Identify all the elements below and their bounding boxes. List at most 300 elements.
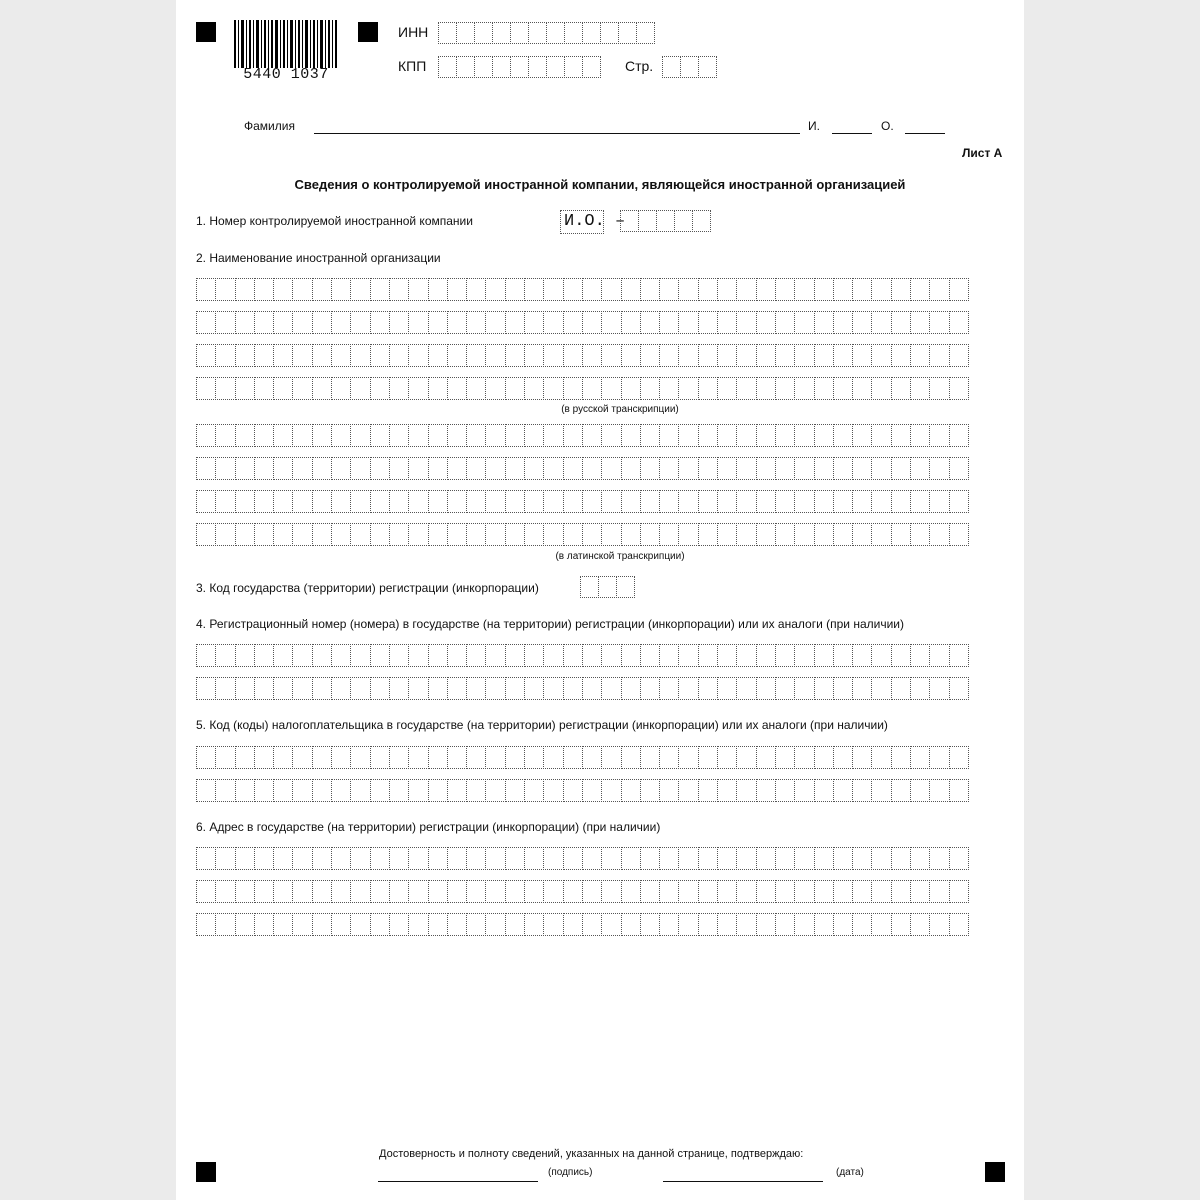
input-cell[interactable] bbox=[215, 377, 235, 400]
input-cell[interactable] bbox=[616, 576, 635, 598]
input-cell[interactable] bbox=[775, 278, 795, 301]
input-cell[interactable] bbox=[929, 779, 949, 802]
input-cell[interactable] bbox=[389, 677, 409, 700]
input-cell[interactable] bbox=[273, 779, 293, 802]
input-cell[interactable] bbox=[370, 644, 390, 667]
input-cell[interactable] bbox=[871, 913, 891, 936]
input-cell[interactable] bbox=[833, 311, 853, 334]
input-cell[interactable] bbox=[447, 644, 467, 667]
input-cell[interactable] bbox=[775, 311, 795, 334]
input-cell[interactable] bbox=[910, 677, 930, 700]
input-cell[interactable] bbox=[618, 22, 637, 44]
input-cell[interactable] bbox=[736, 913, 756, 936]
input-cell[interactable] bbox=[698, 677, 718, 700]
input-cell[interactable] bbox=[891, 880, 911, 903]
input-cell[interactable] bbox=[543, 278, 563, 301]
input-cell[interactable] bbox=[292, 377, 312, 400]
input-cell[interactable] bbox=[640, 677, 660, 700]
input-cell[interactable] bbox=[852, 847, 872, 870]
input-cell[interactable] bbox=[235, 311, 255, 334]
input-cell[interactable] bbox=[756, 457, 776, 480]
input-cell[interactable] bbox=[717, 644, 737, 667]
input-cell[interactable] bbox=[428, 311, 448, 334]
input-cell[interactable] bbox=[678, 880, 698, 903]
input-cell[interactable] bbox=[505, 344, 525, 367]
input-cell[interactable] bbox=[292, 746, 312, 769]
input-cell[interactable] bbox=[833, 746, 853, 769]
input-cell[interactable] bbox=[428, 344, 448, 367]
input-cell[interactable] bbox=[620, 210, 639, 232]
input-cell[interactable] bbox=[485, 278, 505, 301]
date-line[interactable] bbox=[663, 1181, 823, 1182]
input-cell[interactable] bbox=[505, 677, 525, 700]
input-cell[interactable] bbox=[871, 523, 891, 546]
input-cell[interactable] bbox=[543, 311, 563, 334]
input-cell[interactable] bbox=[601, 377, 621, 400]
input-cell[interactable] bbox=[949, 278, 969, 301]
input-cell[interactable] bbox=[331, 523, 351, 546]
input-cell[interactable] bbox=[736, 311, 756, 334]
input-cell[interactable] bbox=[621, 344, 641, 367]
input-cell[interactable] bbox=[582, 490, 602, 513]
input-cell[interactable] bbox=[640, 746, 660, 769]
input-cell[interactable] bbox=[485, 457, 505, 480]
input-cell[interactable] bbox=[466, 344, 486, 367]
input-cell[interactable] bbox=[564, 22, 583, 44]
input-cell[interactable] bbox=[563, 644, 583, 667]
input-cell[interactable] bbox=[929, 278, 949, 301]
input-cell[interactable] bbox=[736, 344, 756, 367]
input-cell[interactable] bbox=[638, 210, 657, 232]
input-cell[interactable] bbox=[659, 523, 679, 546]
input-cell[interactable] bbox=[331, 847, 351, 870]
input-cell[interactable] bbox=[601, 424, 621, 447]
input-cell[interactable] bbox=[949, 457, 969, 480]
input-cell[interactable] bbox=[389, 913, 409, 936]
input-cell[interactable] bbox=[254, 457, 274, 480]
input-cell[interactable] bbox=[254, 913, 274, 936]
input-cell[interactable] bbox=[698, 913, 718, 936]
input-cell[interactable] bbox=[196, 311, 216, 334]
input-cell[interactable] bbox=[640, 644, 660, 667]
input-cell[interactable] bbox=[698, 278, 718, 301]
input-cell[interactable] bbox=[524, 644, 544, 667]
input-cell[interactable] bbox=[852, 377, 872, 400]
input-cell[interactable] bbox=[524, 779, 544, 802]
input-cell[interactable] bbox=[756, 847, 776, 870]
input-cell[interactable] bbox=[370, 311, 390, 334]
input-cell[interactable] bbox=[736, 746, 756, 769]
input-cell[interactable] bbox=[756, 779, 776, 802]
input-cell[interactable] bbox=[659, 746, 679, 769]
input-cell[interactable] bbox=[910, 746, 930, 769]
input-cell[interactable] bbox=[292, 424, 312, 447]
input-cell[interactable] bbox=[447, 746, 467, 769]
input-cell[interactable] bbox=[370, 344, 390, 367]
input-cell[interactable] bbox=[196, 913, 216, 936]
input-cell[interactable] bbox=[717, 880, 737, 903]
input-cell[interactable] bbox=[640, 847, 660, 870]
input-cell[interactable] bbox=[196, 677, 216, 700]
input-cell[interactable] bbox=[678, 490, 698, 513]
input-cell[interactable] bbox=[485, 424, 505, 447]
input-cell[interactable] bbox=[833, 913, 853, 936]
input-cell[interactable] bbox=[891, 344, 911, 367]
input-cell[interactable] bbox=[254, 490, 274, 513]
input-cell[interactable] bbox=[640, 424, 660, 447]
page-number-cells[interactable] bbox=[662, 56, 716, 78]
input-cell[interactable] bbox=[871, 677, 891, 700]
input-cell[interactable] bbox=[794, 677, 814, 700]
input-cell[interactable] bbox=[485, 523, 505, 546]
input-cell[interactable] bbox=[891, 424, 911, 447]
input-cell[interactable] bbox=[389, 644, 409, 667]
input-cell[interactable] bbox=[543, 424, 563, 447]
input-cell[interactable] bbox=[756, 490, 776, 513]
input-cell[interactable] bbox=[833, 523, 853, 546]
input-cell[interactable] bbox=[621, 311, 641, 334]
input-cell[interactable] bbox=[563, 311, 583, 334]
input-cell[interactable] bbox=[428, 490, 448, 513]
field-5-row-1[interactable] bbox=[196, 746, 968, 769]
input-cell[interactable] bbox=[273, 644, 293, 667]
input-cell[interactable] bbox=[331, 913, 351, 936]
input-cell[interactable] bbox=[273, 913, 293, 936]
input-cell[interactable] bbox=[910, 523, 930, 546]
input-cell[interactable] bbox=[949, 424, 969, 447]
input-cell[interactable] bbox=[408, 746, 428, 769]
input-cell[interactable] bbox=[485, 344, 505, 367]
input-cell[interactable] bbox=[524, 490, 544, 513]
input-cell[interactable] bbox=[680, 56, 699, 78]
input-cell[interactable] bbox=[466, 457, 486, 480]
input-cell[interactable] bbox=[698, 523, 718, 546]
input-cell[interactable] bbox=[254, 278, 274, 301]
input-cell[interactable] bbox=[563, 523, 583, 546]
input-cell[interactable] bbox=[949, 344, 969, 367]
input-cell[interactable] bbox=[601, 880, 621, 903]
input-cell[interactable] bbox=[678, 913, 698, 936]
input-cell[interactable] bbox=[600, 22, 619, 44]
input-cell[interactable] bbox=[331, 457, 351, 480]
input-cell[interactable] bbox=[408, 344, 428, 367]
input-cell[interactable] bbox=[510, 56, 529, 78]
input-cell[interactable] bbox=[273, 880, 293, 903]
input-cell[interactable] bbox=[698, 424, 718, 447]
input-cell[interactable] bbox=[350, 644, 370, 667]
input-cell[interactable] bbox=[370, 523, 390, 546]
field-4-row-2[interactable] bbox=[196, 677, 968, 700]
input-cell[interactable] bbox=[505, 490, 525, 513]
input-cell[interactable] bbox=[775, 490, 795, 513]
input-cell[interactable] bbox=[601, 344, 621, 367]
input-cell[interactable] bbox=[814, 847, 834, 870]
input-cell[interactable] bbox=[389, 523, 409, 546]
input-cell[interactable] bbox=[196, 424, 216, 447]
input-cell[interactable] bbox=[408, 644, 428, 667]
input-cell[interactable] bbox=[756, 644, 776, 667]
input-cell[interactable] bbox=[447, 457, 467, 480]
input-cell[interactable] bbox=[910, 377, 930, 400]
input-cell[interactable] bbox=[408, 377, 428, 400]
input-cell[interactable] bbox=[447, 913, 467, 936]
input-cell[interactable] bbox=[447, 490, 467, 513]
input-cell[interactable] bbox=[408, 779, 428, 802]
input-cell[interactable] bbox=[910, 457, 930, 480]
input-cell[interactable] bbox=[428, 847, 448, 870]
kpp-cells[interactable] bbox=[438, 56, 600, 78]
input-cell[interactable] bbox=[929, 644, 949, 667]
input-cell[interactable] bbox=[659, 377, 679, 400]
input-cell[interactable] bbox=[621, 278, 641, 301]
input-cell[interactable] bbox=[910, 311, 930, 334]
input-cell[interactable] bbox=[447, 677, 467, 700]
input-cell[interactable] bbox=[528, 56, 547, 78]
input-cell[interactable] bbox=[563, 424, 583, 447]
input-cell[interactable] bbox=[456, 22, 475, 44]
input-cell[interactable] bbox=[621, 457, 641, 480]
input-cell[interactable] bbox=[524, 424, 544, 447]
input-cell[interactable] bbox=[466, 746, 486, 769]
input-cell[interactable] bbox=[215, 424, 235, 447]
input-cell[interactable] bbox=[466, 278, 486, 301]
input-cell[interactable] bbox=[543, 779, 563, 802]
input-cell[interactable] bbox=[408, 523, 428, 546]
input-cell[interactable] bbox=[717, 746, 737, 769]
input-cell[interactable] bbox=[640, 779, 660, 802]
input-cell[interactable] bbox=[891, 457, 911, 480]
input-cell[interactable] bbox=[891, 644, 911, 667]
input-cell[interactable] bbox=[871, 746, 891, 769]
input-cell[interactable] bbox=[331, 880, 351, 903]
input-cell[interactable] bbox=[698, 344, 718, 367]
input-cell[interactable] bbox=[510, 22, 529, 44]
input-cell[interactable] bbox=[871, 377, 891, 400]
input-cell[interactable] bbox=[235, 880, 255, 903]
input-cell[interactable] bbox=[582, 644, 602, 667]
input-cell[interactable] bbox=[370, 377, 390, 400]
input-cell[interactable] bbox=[929, 424, 949, 447]
input-cell[interactable] bbox=[736, 677, 756, 700]
input-cell[interactable] bbox=[273, 490, 293, 513]
input-cell[interactable] bbox=[408, 424, 428, 447]
input-cell[interactable] bbox=[794, 457, 814, 480]
input-cell[interactable] bbox=[350, 344, 370, 367]
input-cell[interactable] bbox=[370, 457, 390, 480]
input-cell[interactable] bbox=[640, 523, 660, 546]
input-cell[interactable] bbox=[505, 746, 525, 769]
input-cell[interactable] bbox=[678, 344, 698, 367]
field-2-lat-row-2[interactable] bbox=[196, 457, 968, 480]
input-cell[interactable] bbox=[428, 677, 448, 700]
input-cell[interactable] bbox=[474, 56, 493, 78]
input-cell[interactable] bbox=[698, 457, 718, 480]
input-cell[interactable] bbox=[215, 644, 235, 667]
input-cell[interactable] bbox=[389, 278, 409, 301]
input-cell[interactable] bbox=[871, 847, 891, 870]
input-cell[interactable] bbox=[814, 746, 834, 769]
input-cell[interactable] bbox=[408, 880, 428, 903]
input-cell[interactable] bbox=[447, 377, 467, 400]
input-cell[interactable] bbox=[949, 490, 969, 513]
input-cell[interactable] bbox=[601, 311, 621, 334]
input-cell[interactable] bbox=[659, 424, 679, 447]
input-cell[interactable] bbox=[852, 677, 872, 700]
input-cell[interactable] bbox=[389, 344, 409, 367]
input-cell[interactable] bbox=[312, 746, 332, 769]
input-cell[interactable] bbox=[543, 847, 563, 870]
input-cell[interactable] bbox=[794, 746, 814, 769]
input-cell[interactable] bbox=[929, 490, 949, 513]
input-cell[interactable] bbox=[331, 278, 351, 301]
input-cell[interactable] bbox=[196, 377, 216, 400]
input-cell[interactable] bbox=[312, 644, 332, 667]
input-cell[interactable] bbox=[891, 847, 911, 870]
input-cell[interactable] bbox=[505, 644, 525, 667]
input-cell[interactable] bbox=[254, 424, 274, 447]
input-cell[interactable] bbox=[543, 644, 563, 667]
input-cell[interactable] bbox=[929, 311, 949, 334]
field-4-row-1[interactable] bbox=[196, 644, 968, 667]
input-cell[interactable] bbox=[598, 576, 617, 598]
input-cell[interactable] bbox=[736, 847, 756, 870]
input-cell[interactable] bbox=[215, 880, 235, 903]
input-cell[interactable] bbox=[273, 523, 293, 546]
input-cell[interactable] bbox=[852, 880, 872, 903]
input-cell[interactable] bbox=[505, 779, 525, 802]
input-cell[interactable] bbox=[389, 424, 409, 447]
input-cell[interactable] bbox=[524, 746, 544, 769]
input-cell[interactable] bbox=[949, 847, 969, 870]
input-cell[interactable] bbox=[601, 779, 621, 802]
input-cell[interactable] bbox=[582, 377, 602, 400]
input-cell[interactable] bbox=[505, 523, 525, 546]
input-cell[interactable] bbox=[370, 490, 390, 513]
input-cell[interactable] bbox=[698, 377, 718, 400]
input-cell[interactable] bbox=[814, 913, 834, 936]
input-cell[interactable] bbox=[215, 847, 235, 870]
input-cell[interactable] bbox=[582, 56, 601, 78]
input-cell[interactable] bbox=[833, 424, 853, 447]
input-cell[interactable] bbox=[235, 457, 255, 480]
input-cell[interactable] bbox=[949, 644, 969, 667]
input-cell[interactable] bbox=[717, 457, 737, 480]
input-cell[interactable] bbox=[582, 779, 602, 802]
input-cell[interactable] bbox=[756, 880, 776, 903]
input-cell[interactable] bbox=[215, 746, 235, 769]
input-cell[interactable] bbox=[582, 424, 602, 447]
input-cell[interactable] bbox=[485, 644, 505, 667]
input-cell[interactable] bbox=[833, 644, 853, 667]
input-cell[interactable] bbox=[389, 880, 409, 903]
input-cell[interactable] bbox=[814, 490, 834, 513]
input-cell[interactable] bbox=[833, 847, 853, 870]
input-cell[interactable] bbox=[929, 847, 949, 870]
input-cell[interactable] bbox=[736, 779, 756, 802]
input-cell[interactable] bbox=[543, 490, 563, 513]
input-cell[interactable] bbox=[215, 523, 235, 546]
input-cell[interactable] bbox=[389, 490, 409, 513]
input-cell[interactable] bbox=[698, 746, 718, 769]
input-cell[interactable] bbox=[331, 377, 351, 400]
input-cell[interactable] bbox=[563, 377, 583, 400]
input-cell[interactable] bbox=[505, 311, 525, 334]
input-cell[interactable] bbox=[485, 490, 505, 513]
input-cell[interactable] bbox=[563, 278, 583, 301]
input-cell[interactable] bbox=[678, 779, 698, 802]
input-cell[interactable] bbox=[331, 490, 351, 513]
input-cell[interactable] bbox=[408, 490, 428, 513]
input-cell[interactable] bbox=[235, 424, 255, 447]
input-cell[interactable] bbox=[563, 880, 583, 903]
input-cell[interactable] bbox=[621, 880, 641, 903]
input-cell[interactable] bbox=[254, 677, 274, 700]
input-cell[interactable] bbox=[312, 847, 332, 870]
input-cell[interactable] bbox=[273, 344, 293, 367]
input-cell[interactable] bbox=[474, 22, 493, 44]
input-cell[interactable] bbox=[254, 880, 274, 903]
input-cell[interactable] bbox=[273, 278, 293, 301]
input-cell[interactable] bbox=[871, 311, 891, 334]
input-cell[interactable] bbox=[543, 377, 563, 400]
input-cell[interactable] bbox=[871, 880, 891, 903]
input-cell[interactable] bbox=[698, 490, 718, 513]
input-cell[interactable] bbox=[428, 779, 448, 802]
input-cell[interactable] bbox=[756, 278, 776, 301]
input-cell[interactable] bbox=[871, 278, 891, 301]
input-cell[interactable] bbox=[601, 677, 621, 700]
input-cell[interactable] bbox=[640, 344, 660, 367]
input-cell[interactable] bbox=[543, 913, 563, 936]
input-cell[interactable] bbox=[292, 311, 312, 334]
input-cell[interactable] bbox=[485, 913, 505, 936]
input-cell[interactable] bbox=[814, 311, 834, 334]
input-cell[interactable] bbox=[678, 424, 698, 447]
input-cell[interactable] bbox=[736, 424, 756, 447]
input-cell[interactable] bbox=[447, 779, 467, 802]
input-cell[interactable] bbox=[312, 344, 332, 367]
input-cell[interactable] bbox=[621, 779, 641, 802]
input-cell[interactable] bbox=[852, 913, 872, 936]
input-cell[interactable] bbox=[794, 490, 814, 513]
input-cell[interactable] bbox=[891, 677, 911, 700]
input-cell[interactable] bbox=[196, 278, 216, 301]
input-cell[interactable] bbox=[563, 490, 583, 513]
input-cell[interactable] bbox=[312, 278, 332, 301]
input-cell[interactable] bbox=[601, 457, 621, 480]
input-cell[interactable] bbox=[331, 644, 351, 667]
input-cell[interactable] bbox=[312, 677, 332, 700]
input-cell[interactable] bbox=[505, 457, 525, 480]
input-cell[interactable] bbox=[350, 880, 370, 903]
input-cell[interactable] bbox=[659, 644, 679, 667]
input-cell[interactable] bbox=[929, 677, 949, 700]
input-cell[interactable] bbox=[389, 377, 409, 400]
input-cell[interactable] bbox=[196, 847, 216, 870]
input-cell[interactable] bbox=[621, 677, 641, 700]
input-cell[interactable] bbox=[350, 311, 370, 334]
input-cell[interactable] bbox=[582, 880, 602, 903]
input-cell[interactable] bbox=[659, 779, 679, 802]
input-cell[interactable] bbox=[736, 523, 756, 546]
input-cell[interactable] bbox=[466, 880, 486, 903]
input-cell[interactable] bbox=[505, 847, 525, 870]
input-cell[interactable] bbox=[254, 847, 274, 870]
input-cell[interactable] bbox=[563, 457, 583, 480]
input-cell[interactable] bbox=[582, 344, 602, 367]
input-cell[interactable] bbox=[717, 913, 737, 936]
input-cell[interactable] bbox=[775, 880, 795, 903]
